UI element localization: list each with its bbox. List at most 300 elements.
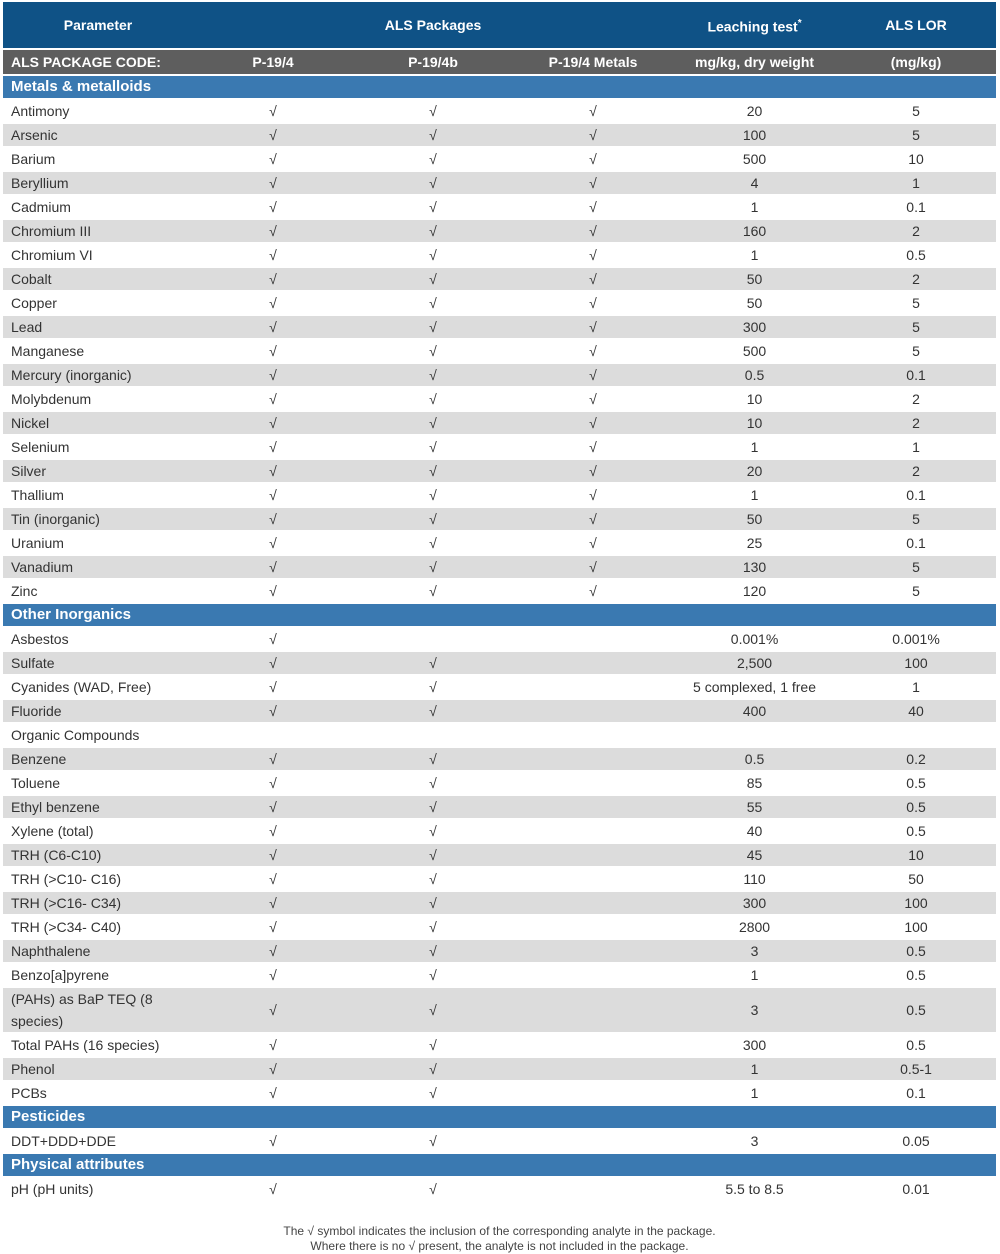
p19-4-check: √ [193,411,353,435]
p19-4b-check: √ [353,195,513,219]
p19-4b-check: √ [353,411,513,435]
p19-4b-check: √ [353,459,513,483]
parameter-name: Arsenic [3,123,193,147]
p19-4-metals-check [513,843,673,867]
parameter-name: Benzo[a]pyrene [3,963,193,987]
p19-4-check: √ [193,651,353,675]
package-code-p19-4-metals: P-19/4 Metals [513,49,673,75]
p19-4b-check: √ [353,339,513,363]
lor-value: 5 [836,291,996,315]
lor-value: 0.5 [836,795,996,819]
table-row [3,459,996,483]
table-row [3,579,996,603]
table-row [3,1081,996,1105]
leaching-value: 1 [673,195,836,219]
leaching-value: 110 [673,867,836,891]
package-code-p19-4: P-19/4 [193,49,353,75]
leaching-value: 1 [673,483,836,507]
table-row [3,723,996,747]
lor-value: 2 [836,411,996,435]
p19-4-metals-check [513,1033,673,1057]
leaching-value: 10 [673,411,836,435]
parameter-name: Molybdenum [3,387,193,411]
leaching-value: 300 [673,315,836,339]
lor-value: 10 [836,147,996,171]
header-parameter: Parameter [3,2,193,49]
parameter-name: Barium [3,147,193,171]
p19-4b-check: √ [353,483,513,507]
leaching-value: 3 [673,1129,836,1153]
p19-4-metals-check [513,819,673,843]
p19-4-metals-check: √ [513,483,673,507]
leaching-value: 20 [673,99,836,123]
lor-value: 50 [836,867,996,891]
p19-4b-check: √ [353,363,513,387]
p19-4-check: √ [193,1033,353,1057]
leaching-value: 500 [673,339,836,363]
parameter-name: Sulfate [3,651,193,675]
p19-4-check: √ [193,867,353,891]
p19-4-check: √ [193,579,353,603]
p19-4-metals-check [513,627,673,651]
lor-value: 100 [836,915,996,939]
p19-4-check: √ [193,531,353,555]
parameter-name: PCBs [3,1081,193,1105]
section-title: Pesticides [3,1105,996,1129]
leaching-value: 400 [673,699,836,723]
table-row [3,987,996,1033]
leaching-value: 3 [673,987,836,1033]
parameter-name: Tin (inorganic) [3,507,193,531]
p19-4-check [193,723,353,747]
lor-value: 0.5 [836,1033,996,1057]
p19-4-check: √ [193,219,353,243]
table-row [3,171,996,195]
leaching-value [673,723,836,747]
p19-4-check: √ [193,363,353,387]
table-row [3,435,996,459]
table-row [3,627,996,651]
lor-value: 0.1 [836,531,996,555]
p19-4b-check: √ [353,435,513,459]
p19-4-metals-check [513,987,673,1033]
section-title: Physical attributes [3,1153,996,1177]
p19-4b-check: √ [353,891,513,915]
p19-4-check: √ [193,987,353,1033]
lor-value: 0.5 [836,819,996,843]
p19-4b-check: √ [353,747,513,771]
table-row [3,1057,996,1081]
lor-value: 1 [836,435,996,459]
lor-units: (mg/kg) [836,49,996,75]
leaching-value: 1 [673,963,836,987]
p19-4-check: √ [193,267,353,291]
p19-4b-check: √ [353,171,513,195]
p19-4-metals-check [513,1081,673,1105]
p19-4-metals-check [513,1129,673,1153]
parameter-name: Organic Compounds [3,723,193,747]
lor-value: 0.2 [836,747,996,771]
section-header-inorganics [3,603,996,627]
p19-4-metals-check: √ [513,147,673,171]
parameter-name: pH (pH units) [3,1177,193,1201]
parameter-name: Thallium [3,483,193,507]
table-row [3,1177,996,1201]
p19-4b-check: √ [353,1129,513,1153]
parameter-name: Fluoride [3,699,193,723]
lor-value: 0.5-1 [836,1057,996,1081]
leaching-units: mg/kg, dry weight [673,49,836,75]
parameter-name: Uranium [3,531,193,555]
leaching-value: 4 [673,171,836,195]
leaching-value: 50 [673,291,836,315]
table-row [3,795,996,819]
p19-4-metals-check: √ [513,195,673,219]
parameter-name: TRH (>C16- C34) [3,891,193,915]
table-row [3,147,996,171]
p19-4-check: √ [193,387,353,411]
lor-value: 10 [836,843,996,867]
p19-4b-check: √ [353,219,513,243]
p19-4b-check: √ [353,387,513,411]
leaching-value: 130 [673,555,836,579]
table-row [3,99,996,123]
leaching-value: 100 [673,123,836,147]
table-row [3,819,996,843]
p19-4-check: √ [193,699,353,723]
leaching-value: 0.001% [673,627,836,651]
lor-value: 0.5 [836,771,996,795]
p19-4-check: √ [193,171,353,195]
p19-4b-check: √ [353,819,513,843]
table-row [3,243,996,267]
table-row [3,771,996,795]
p19-4b-check: √ [353,675,513,699]
lor-value: 1 [836,675,996,699]
parameter-name: Xylene (total) [3,819,193,843]
p19-4-check: √ [193,627,353,651]
leaching-value: 1 [673,243,836,267]
lor-value: 2 [836,387,996,411]
leaching-value: 5.5 to 8.5 [673,1177,836,1201]
lor-value: 2 [836,219,996,243]
p19-4-metals-check [513,939,673,963]
lor-value: 0.1 [836,1081,996,1105]
leaching-value: 0.5 [673,363,836,387]
header-leaching-label: Leaching test [707,18,798,35]
footnote-line-2: Where there is no √ present, the analyte is not included in the package. [310,1239,689,1253]
parameter-name: Total PAHs (16 species) [3,1033,193,1057]
p19-4-check: √ [193,243,353,267]
parameter-name: Manganese [3,339,193,363]
p19-4-metals-check [513,651,673,675]
table-row [3,555,996,579]
p19-4b-check [353,627,513,651]
lor-value: 100 [836,651,996,675]
table-row [3,291,996,315]
p19-4-check: √ [193,1081,353,1105]
lor-value: 40 [836,699,996,723]
section-header-metals [3,75,996,99]
parameter-name: DDT+DDD+DDE [3,1129,193,1153]
p19-4-check: √ [193,819,353,843]
parameter-name: Vanadium [3,555,193,579]
p19-4b-check: √ [353,651,513,675]
p19-4b-check: √ [353,147,513,171]
p19-4-metals-check: √ [513,507,673,531]
lor-value: 5 [836,579,996,603]
p19-4-metals-check: √ [513,339,673,363]
leaching-value: 5 complexed, 1 free [673,675,836,699]
lor-value: 5 [836,99,996,123]
lor-value: 5 [836,123,996,147]
p19-4-metals-check: √ [513,315,673,339]
parameter-name: Copper [3,291,193,315]
p19-4-check: √ [193,747,353,771]
p19-4-metals-check [513,675,673,699]
p19-4-check: √ [193,147,353,171]
p19-4b-check: √ [353,699,513,723]
table-row [3,963,996,987]
parameter-name: Benzene [3,747,193,771]
lor-value: 1 [836,171,996,195]
leaching-value: 120 [673,579,836,603]
p19-4-metals-check: √ [513,363,673,387]
parameter-name: TRH (C6-C10) [3,843,193,867]
leaching-value: 2,500 [673,651,836,675]
p19-4-check: √ [193,483,353,507]
table-row [3,267,996,291]
parameter-name: Cadmium [3,195,193,219]
table-row [3,747,996,771]
als-package-table-page [3,2,996,1254]
p19-4-check: √ [193,963,353,987]
leaching-value: 55 [673,795,836,819]
table-row [3,507,996,531]
header-leaching-test [673,2,836,49]
p19-4-check: √ [193,1177,353,1201]
p19-4-check: √ [193,1129,353,1153]
table-row [3,1033,996,1057]
p19-4b-check: √ [353,531,513,555]
p19-4b-check: √ [353,939,513,963]
header-leaching-asterisk: * [797,17,802,29]
lor-value: 0.01 [836,1177,996,1201]
p19-4-metals-check [513,795,673,819]
leaching-value: 40 [673,819,836,843]
section-header-pesticides [3,1105,996,1129]
parameter-name: TRH (>C34- C40) [3,915,193,939]
leaching-value: 500 [673,147,836,171]
leaching-value: 160 [673,219,836,243]
p19-4-check: √ [193,771,353,795]
p19-4b-check: √ [353,867,513,891]
p19-4b-check: √ [353,1033,513,1057]
p19-4b-check: √ [353,315,513,339]
p19-4-metals-check: √ [513,219,673,243]
p19-4-metals-check: √ [513,435,673,459]
p19-4-check: √ [193,507,353,531]
table-row [3,195,996,219]
p19-4-check: √ [193,339,353,363]
parameter-name: Asbestos [3,627,193,651]
lor-value: 5 [836,339,996,363]
p19-4b-check: √ [353,1177,513,1201]
p19-4b-check: √ [353,771,513,795]
lor-value: 5 [836,507,996,531]
leaching-value: 45 [673,843,836,867]
p19-4-check: √ [193,915,353,939]
parameter-name: Antimony [3,99,193,123]
p19-4-metals-check: √ [513,123,673,147]
table-row [3,675,996,699]
lor-value: 0.1 [836,483,996,507]
table-row [3,339,996,363]
lor-value: 0.001% [836,627,996,651]
parameter-name: Cobalt [3,267,193,291]
table-row [3,363,996,387]
table-header-row [3,2,996,49]
table-row [3,483,996,507]
table-row [3,915,996,939]
p19-4-check: √ [193,459,353,483]
parameter-name: Beryllium [3,171,193,195]
p19-4-check: √ [193,123,353,147]
header-als-lor: ALS LOR [836,2,996,49]
lor-value: 0.1 [836,363,996,387]
p19-4-check: √ [193,843,353,867]
footnote-line-1: The √ symbol indicates the inclusion of the corresponding analyte in the package. [283,1224,716,1238]
lor-value: 2 [836,267,996,291]
section-title: Metals & metalloids [3,75,996,99]
leaching-value: 25 [673,531,836,555]
package-code-label: ALS PACKAGE CODE: [3,49,193,75]
lor-value: 5 [836,555,996,579]
p19-4b-check: √ [353,507,513,531]
als-package-table [3,2,996,1202]
package-code-row [3,49,996,75]
leaching-value: 50 [673,267,836,291]
lor-value: 5 [836,315,996,339]
p19-4b-check: √ [353,555,513,579]
p19-4-check: √ [193,99,353,123]
table-row [3,651,996,675]
lor-value: 0.1 [836,195,996,219]
table-row [3,315,996,339]
p19-4-check: √ [193,555,353,579]
p19-4-metals-check [513,1057,673,1081]
p19-4b-check: √ [353,99,513,123]
leaching-value: 1 [673,1057,836,1081]
leaching-value: 20 [673,459,836,483]
leaching-value: 85 [673,771,836,795]
p19-4b-check: √ [353,963,513,987]
p19-4-metals-check [513,699,673,723]
p19-4-metals-check: √ [513,171,673,195]
p19-4-check: √ [193,1057,353,1081]
leaching-value: 300 [673,1033,836,1057]
table-row [3,387,996,411]
p19-4-metals-check [513,915,673,939]
parameter-name: Lead [3,315,193,339]
p19-4-check: √ [193,195,353,219]
table-row [3,699,996,723]
lor-value: 2 [836,459,996,483]
table-row [3,939,996,963]
leaching-value: 10 [673,387,836,411]
p19-4-metals-check [513,747,673,771]
p19-4b-check: √ [353,579,513,603]
p19-4b-check: √ [353,123,513,147]
p19-4-check: √ [193,315,353,339]
p19-4-metals-check: √ [513,579,673,603]
p19-4-check: √ [193,939,353,963]
parameter-name: Selenium [3,435,193,459]
p19-4-check: √ [193,795,353,819]
p19-4-check: √ [193,435,353,459]
parameter-name: Toluene [3,771,193,795]
parameter-name: Silver [3,459,193,483]
leaching-value: 0.5 [673,747,836,771]
table-row [3,843,996,867]
table-row [3,891,996,915]
footnote [3,1224,996,1254]
p19-4-check: √ [193,675,353,699]
p19-4-metals-check [513,891,673,915]
p19-4-metals-check: √ [513,99,673,123]
parameter-name: Ethyl benzene [3,795,193,819]
p19-4-check: √ [193,891,353,915]
p19-4-metals-check [513,963,673,987]
lor-value: 0.5 [836,243,996,267]
table-row [3,411,996,435]
lor-value: 0.05 [836,1129,996,1153]
p19-4b-check: √ [353,1081,513,1105]
p19-4-check: √ [193,291,353,315]
table-row [3,867,996,891]
table-row [3,123,996,147]
table-row [3,219,996,243]
leaching-value: 50 [673,507,836,531]
header-als-packages: ALS Packages [193,2,673,49]
table-row [3,531,996,555]
p19-4-metals-check: √ [513,387,673,411]
p19-4-metals-check: √ [513,243,673,267]
p19-4b-check: √ [353,843,513,867]
p19-4-metals-check [513,771,673,795]
parameter-name: Nickel [3,411,193,435]
p19-4-metals-check [513,1177,673,1201]
lor-value [836,723,996,747]
p19-4-metals-check: √ [513,291,673,315]
parameter-name: Zinc [3,579,193,603]
parameter-name: TRH (>C10- C16) [3,867,193,891]
table-row [3,1129,996,1153]
p19-4-metals-check: √ [513,555,673,579]
leaching-value: 3 [673,939,836,963]
lor-value: 100 [836,891,996,915]
p19-4-metals-check: √ [513,531,673,555]
table-body [3,75,996,1201]
p19-4-metals-check [513,723,673,747]
p19-4b-check: √ [353,915,513,939]
package-code-p19-4b: P-19/4b [353,49,513,75]
p19-4-metals-check: √ [513,267,673,291]
parameter-name: (PAHs) as BaP TEQ (8 species) [3,987,193,1033]
leaching-value: 1 [673,1081,836,1105]
p19-4-metals-check [513,867,673,891]
parameter-name: Chromium VI [3,243,193,267]
